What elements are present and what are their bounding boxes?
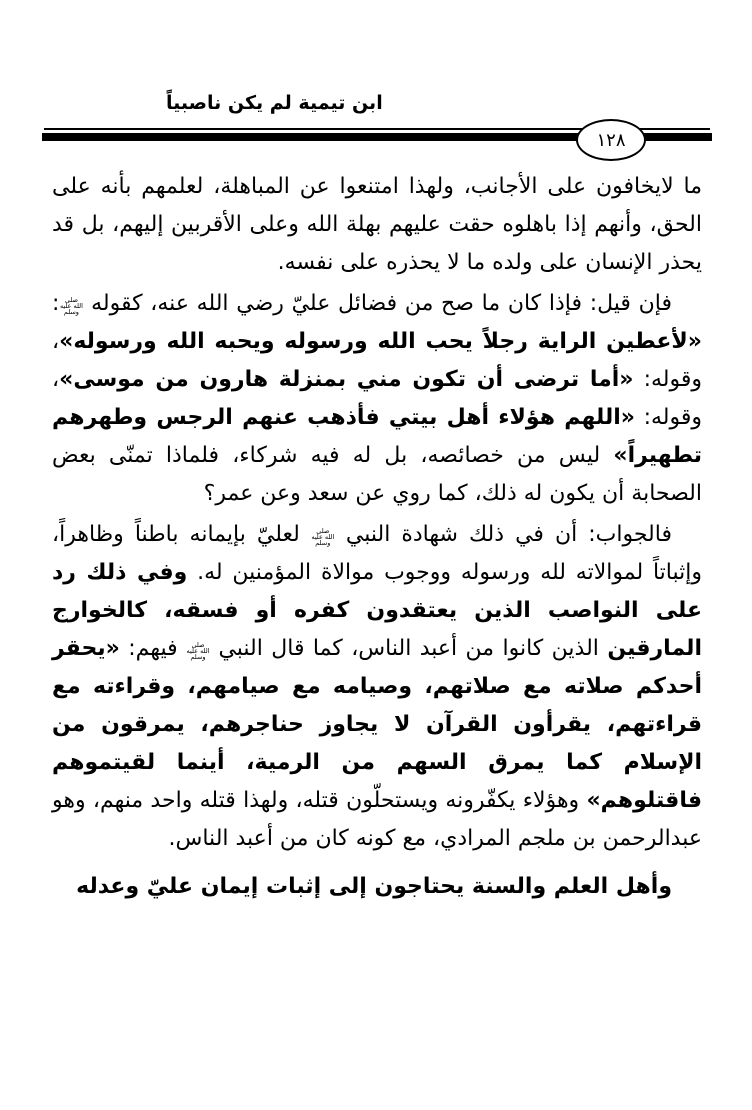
body-text: ما لايخافون على الأجانب، ولهذا امتنعوا عن المباهلة، لعلمهم بأنه على الحق، وأنهم إذا باهلوه حقت عليهم بهلة الله وعلى الأقربين إليهم، بل قد يحذر الإنسان على ولده ما لا يحذره على نفسه. bbox=[52, 174, 702, 275]
book-title: ابن تيمية لم يكن ناصبياً bbox=[166, 92, 383, 114]
body-text: ، وقوله: bbox=[52, 329, 702, 392]
body-text: : bbox=[52, 291, 60, 316]
body-text: ، وقوله: bbox=[52, 367, 702, 430]
paragraph bbox=[52, 285, 702, 513]
body-text: الذين كانوا من أعبد الناس، كما قال النبي bbox=[210, 636, 608, 661]
page-number-badge bbox=[576, 119, 646, 161]
body-text: ليس من خصائصه، بل له فيه شركاء، فلماذا تمنّى بعض الصحابة أن يكون له ذلك، كما روي عن سعد وعن عمر؟ bbox=[52, 443, 702, 506]
emphasized-text: وأهل العلم والسنة يحتاجون إلى إثبات إيمان عليّ وعدله bbox=[76, 874, 672, 899]
emphasized-text: «أما ترضى أن تكون مني بمنزلة هارون من موسى» bbox=[59, 367, 634, 392]
emphasized-text: وفي ذلك رد على النواصب الذين يعتقدون كفره أو فسقه، كالخوارج المارقين bbox=[52, 560, 702, 661]
body-text: فإن قيل: فإذا كان ما صح من فضائل عليّ رضي الله عنه، كقوله bbox=[83, 291, 672, 316]
body-text: وهؤلاء يكفّرونه ويستحلّون قتله، ولهذا قتله واحد منهم، وهو عبدالرحمن بن ملجم المرادي، مع كونه كان من أعبد الناس. bbox=[52, 788, 702, 851]
pbuh-honorific-mark: صلى الله عليه وسلم bbox=[59, 296, 83, 316]
body-text: فالجواب: أن في ذلك شهادة النبي bbox=[334, 522, 672, 547]
emphasized-text: «اللهم هؤلاء أهل بيتي فأذهب عنهم الرجس وطهرهم تطهيراً» bbox=[52, 405, 702, 468]
paragraph bbox=[52, 168, 702, 282]
page-body-text bbox=[52, 168, 702, 909]
paragraph bbox=[52, 868, 702, 906]
body-text: فيهم: bbox=[119, 636, 187, 661]
pbuh-honorific-mark: صلى الله عليه وسلم bbox=[311, 527, 335, 547]
emphasized-text: «لأعطين الراية رجلاً يحب الله ورسوله ويحبه الله ورسوله» bbox=[59, 329, 702, 354]
pbuh-honorific-mark: صلى الله عليه وسلم bbox=[186, 641, 210, 661]
paragraph bbox=[52, 516, 702, 858]
page-number: ١٢٨ bbox=[596, 129, 626, 151]
emphasized-text: «يحقر أحدكم صلاته مع صلاتهم، وصيامه مع صيامهم، وقراءته مع قراءتهم، يقرأون القرآن لا يجاوز حناجرهم، يمرقون من الإسلام كما يمرق السهم من الرمية، أينما لقيتموهم فاقتلوهم» bbox=[52, 636, 702, 813]
body-text: لعليّ بإيمانه باطناً وظاهراً، وإثباتاً لموالاته لله ورسوله ووجوب موالاة المؤمنين له. bbox=[52, 522, 702, 585]
